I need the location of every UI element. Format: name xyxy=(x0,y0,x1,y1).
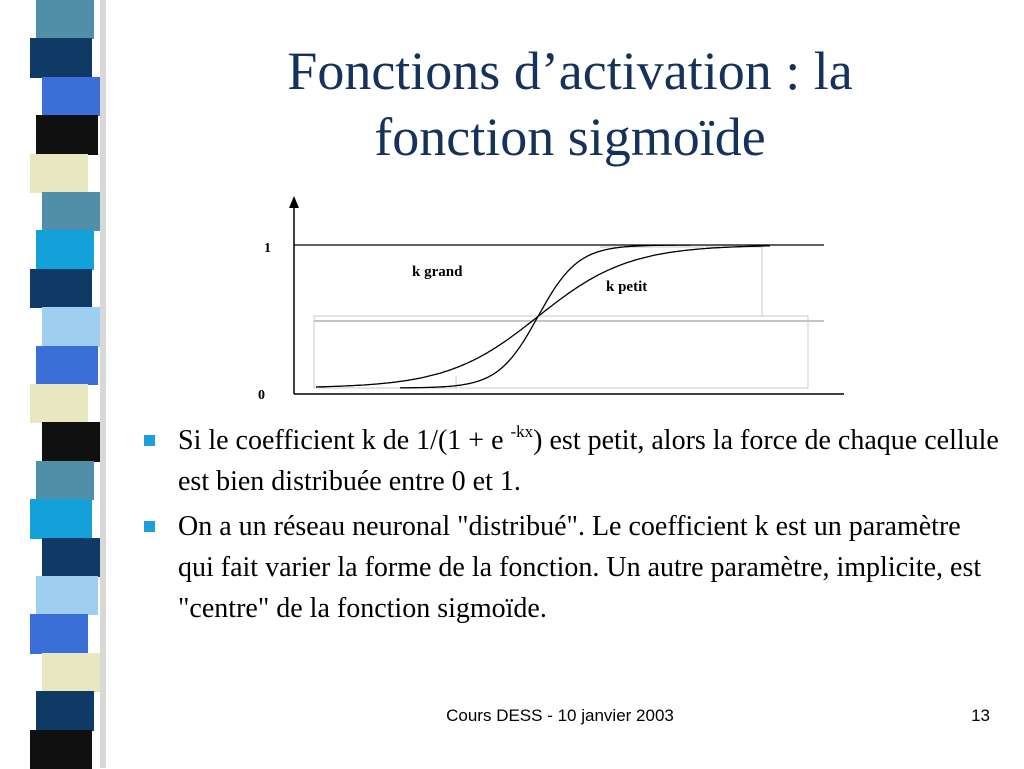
bullet-1-text-end: ) est petit, alors la force de chaque cellule est bien distribuée entre 0 et 1. xyxy=(178,425,999,497)
stripe-segment xyxy=(30,38,92,77)
stripe-segment xyxy=(36,461,94,500)
construction-box xyxy=(314,316,808,388)
stripe-segment xyxy=(36,346,98,385)
stripe-segment xyxy=(36,576,98,615)
stripe-segment xyxy=(42,307,100,346)
square-bullet-icon xyxy=(144,521,155,532)
bullet-item-2 xyxy=(140,506,1000,629)
stripe-segment xyxy=(30,730,92,769)
sigmoid-graph xyxy=(250,190,850,410)
stripe-segment xyxy=(30,384,88,423)
slide-title-line-2: fonction sigmoïde xyxy=(374,107,766,167)
stripe-segment xyxy=(42,192,104,231)
stripe-segment xyxy=(42,422,104,461)
label-k-petit: k petit xyxy=(606,279,648,295)
stripe-segment xyxy=(30,154,88,193)
footer-course-label: Cours DESS - 10 janvier 2003 xyxy=(446,706,674,725)
slide-number: 13 xyxy=(971,706,990,725)
stripe-segment xyxy=(36,0,94,39)
bullet-list xyxy=(140,420,1000,633)
stripe-segment xyxy=(36,691,94,730)
bullet-1-text-start: Si le coefficient k de 1/(1 + e xyxy=(178,425,511,456)
slide-title xyxy=(150,38,990,170)
stripe-segment xyxy=(36,230,94,269)
y-axis-arrow xyxy=(289,196,299,208)
stripe-segment xyxy=(42,653,104,692)
bullet-1-exponent: -kx xyxy=(510,422,534,441)
stripe-segment xyxy=(42,77,100,116)
bullet-item-1 xyxy=(140,420,1000,502)
y-tick-label-zero: 0 xyxy=(258,388,265,403)
square-bullet-icon xyxy=(144,435,155,446)
y-tick-label-one: 1 xyxy=(264,241,271,256)
stripe-segment xyxy=(36,115,98,154)
stripe-shadow-edge xyxy=(100,0,106,768)
slide-title-line-1: Fonctions d’activation : la xyxy=(287,41,853,101)
stripe-segment xyxy=(42,538,100,577)
stripe-segment xyxy=(30,269,92,308)
stripe-segment xyxy=(30,614,88,653)
stripe-segment xyxy=(30,499,92,538)
bullet-2-text: On a un réseau neuronal "distribué". Le coefficient k est un paramètre qui fait varier la forme de la fonction. Un autre paramètre, implicite, est "centre" de la fonction sigmoïde. xyxy=(178,511,982,624)
label-k-grand: k grand xyxy=(412,264,463,280)
decorative-stripe-column xyxy=(0,0,118,768)
